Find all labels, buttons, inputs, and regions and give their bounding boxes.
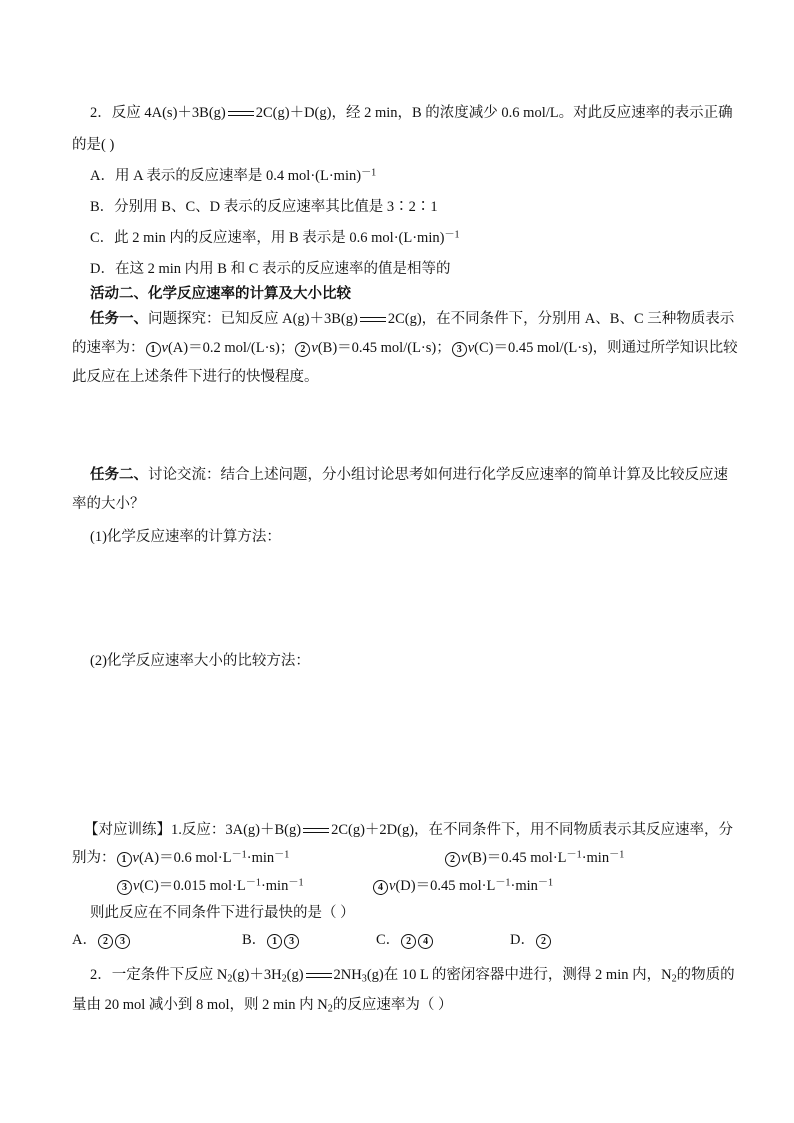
equilibrium-sign	[228, 110, 254, 118]
answer-b: B． 1 3	[242, 930, 300, 950]
circled-number: 2	[401, 934, 416, 949]
circled-number: 3	[284, 934, 299, 949]
circled-number: 1	[267, 934, 282, 949]
task2-line2: 率的大小？	[72, 496, 145, 512]
q2-line1: 2．反应 4A(s)＋3B(g) 2C(g)＋D(g)，经 2 min，B 的浓度减少 0.6 mol/L。对此反应速率的表示正确	[90, 105, 733, 121]
practice2-line2: 量由 20 mol 减小到 8 mol，则 2 min 内 $N_2$的反应速率为（ ）	[72, 997, 453, 1015]
practice-line3: 3 v(C)＝0.015 $mol\cdot L^{-1}\cdot\min^{-1}$ 4 v(D)＝0.45 $mol\cdot L^{-1}\cdot\min^{-1}$	[116, 876, 304, 896]
equilibrium-sign	[306, 972, 332, 980]
circled-number: 3	[117, 880, 132, 895]
circled-number: 1	[146, 342, 161, 357]
q2-option-b: B．分别用 B、C、D 表示的反应速率其比值是 3∶2∶1	[90, 199, 438, 215]
circled-number: 2	[98, 934, 113, 949]
q2-option-c: C．此 2 min 内的反应速率，用 B 表示是 0.6 $mol\cdot(L\cdot\min)^{-1}$	[90, 229, 460, 246]
equilibrium-sign	[303, 827, 329, 835]
task1-line1: 任务一、问题探究：已知反应 A(g)＋3B(g) 2C(g)，在不同条件下，分别用 A、B、C 三种物质表示	[90, 311, 735, 327]
q2-line2: 的是( )	[72, 137, 115, 153]
task1-line3: 此反应在上述条件下进行的快慢程度。	[72, 369, 319, 385]
equilibrium-sign	[360, 316, 386, 324]
task2-item1: (1)化学反应速率的计算方法：	[90, 529, 281, 545]
circled-number: 3	[452, 342, 467, 357]
rate-2: 2 v(B)＝0.45 $mol\cdot L^{-1}\cdot\min^{-1}$	[444, 848, 624, 868]
circled-number: 2	[536, 934, 551, 949]
q2-option-a: A．用 A 表示的反应速率是 0.4 $mol\cdot(L\cdot\min)^{-1}$	[90, 167, 377, 184]
task2-item2: (2)化学反应速率大小的比较方法：	[90, 653, 310, 669]
practice-line1: 【对应训练】1.反应：3A(g)＋B(g) 2C(g)＋2D(g)，在不同条件下，用不同物质表示其反应速率，分	[84, 822, 734, 838]
circled-number: 2	[445, 852, 460, 867]
circled-number: 1	[117, 852, 132, 867]
practice-question: 则此反应在不同条件下进行最快的是（ ）	[90, 905, 355, 921]
task1-line2: 的速率为： 1 v(A)＝0.2 mol/(L·s)； 2 v(B)＝0.45 mol/(L·s)； 3 v(C)＝0.45 mol/(L·s)，则通过所学知识比较	[72, 340, 738, 356]
circled-number: 4	[373, 880, 388, 895]
practice2-line1: 2．一定条件下反应 $N_2(g)+3H_2(g)$ $2NH_3(g)$在 10 L 的密闭容器中进行，测得 2 min 内，$N_2$的物质的	[90, 967, 735, 985]
answer-c: C． 2 4	[376, 930, 434, 950]
answer-d: D． 2	[510, 930, 552, 950]
q2-option-d: D．在这 2 min 内用 B 和 C 表示的反应速率的值是相等的	[90, 261, 451, 277]
circled-number: 2	[295, 342, 310, 357]
practice-line2: 别为： 1 v(A)＝0.6 $mol\cdot L^{-1}\cdot\min^{-1}$ 2 v(B)＝0.45 $mol\cdot L^{-1}\cdot\min^{-1}$	[72, 849, 625, 866]
rate-4: 4 v(D)＝0.45 $mol\cdot L^{-1}\cdot\min^{-1}$	[372, 876, 553, 896]
circled-number: 3	[115, 934, 130, 949]
task2-line1: 任务二、讨论交流：结合上述问题，分小组讨论思考如何进行化学反应速率的简单计算及比较反应速	[90, 467, 728, 483]
answer-a: A． 2 3	[72, 930, 131, 950]
circled-number: 4	[418, 934, 433, 949]
activity2-title: 活动二、化学反应速率的计算及大小比较	[90, 286, 351, 302]
